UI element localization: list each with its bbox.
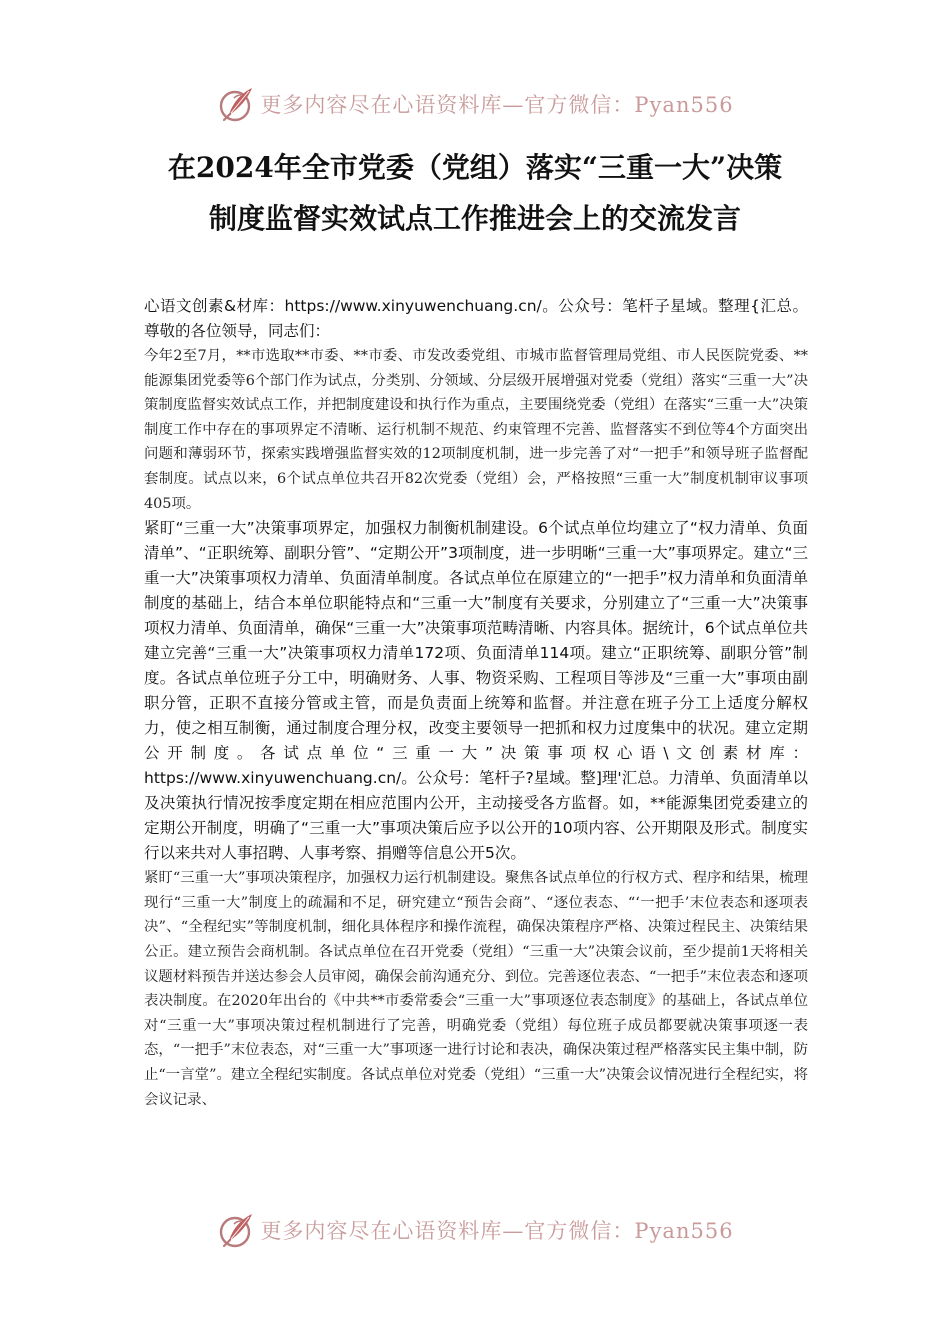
title-line-1: 在2024年全市党委（党组）落实“三重一大”决策: [167, 151, 783, 184]
section-2-paragraph: 紧盯“三重一大”事项决策程序，加强权力运行机制建设。聚焦各试点单位的行权方式、程序和结果，梳理现行“三重一大”制度上的疏漏和不足，研究建立“预告会商”、“逐位表态、“‘一把手’末位表态和逐项表决”、“全程纪实”等制度机制，细化具体程序和操作流程，确保决策程序严格、决策过程民主、决策结果公正。建立预告会商机制。各试点单位在召开党委（党组）“三重一大”决策会议前，至少提前1天将相关议题材料预告并送达参会人员审阅，确保会前沟通充分、到位。完善逐位表态、“一把手”末位表态和逐项表决制度。在2020年出台的《中共**市委常委会“三重一大”事项逐位表态制度》的基础上，各试点单位对“三重一大”事项决策过程机制进行了完善，明确党委（党组）每位班子成员都要就决策事项逐一表态，“一把手”末位表态，对“三重一大”事项逐一进行讨论和表决，确保决策过程严格落实民主集中制，防止“一言堂”。建立全程纪实制度。各试点单位对党委（党组）“三重一大”决策会议情况进行全程纪实，将会议记录、: [144, 870, 808, 1108]
section-1-paragraph: 紧盯“三重一大”决策事项界定，加强权力制衡机制建设。6个试点单位均建立了“权力清单、负面清单”、“正职统筹、副职分管”、“定期公开”3项制度，进一步明晰“三重一大”事项界定。建立“三重一大”决策事项权力清单、负面清单制度。各试点单位在原建立的“一把手”权力清单和负面清单制度的基础上，结合本单位职能特点和“三重一大”制度有关要求，分别建立了“三重一大”决策事项权力清单、负面清单，确保“三重一大”决策事项范畴清晰、内容具体。据统计，6个试点单位共建立完善“三重一大”决策事项权力清单172项、负面清单114项。建立“正职统筹、副职分管”制度。各试点单位班子分工中，明确财务、人事、物资采购、工程项目等涉及“三重一大”事项由副职分管，正职不直接分管或主管，而是负责面上统筹和监督。并注意在班子分工上适度分解权力，使之相互制衡，通过制度合理分权，改变主要领导一把抓和权力过度集中的状况。建立定期公开制度。各试点单位“三重一大”决策事项权心语\文创素材库：https://www.xinyuwenchuang.cn/。公众号：笔杆子?星域。整]理'汇总。力清单、负面清单以及决策执行情况按季度定期在相应范围内公开，主动接受各方监督。如，**能源集团党委建立的定期公开制度，明确了“三重一大”事项决策后应予以公开的10项内容、公开期限及形式。制度实行以来共对人事招聘、人事考察、捐赠等信息公开5次。: [144, 519, 808, 863]
footer-watermark-banner: [0, 1208, 950, 1252]
document-title: [120, 142, 830, 244]
footer-banner-text: 更多内容尽在心语资料库—官方微信：Pyan556: [260, 1219, 734, 1243]
background-paragraph: 今年2至7月，**市选取**市委、**市委、市发改委党组、市城市监督管理局党组、市人民医院党委、**能源集团党委等6个部门作为试点，分类别、分领域、分层级开展增强对党委（党组）落实“三重一大”决策制度监督实效试点工作，并把制度建设和执行作为重点，主要围绕党委（党组）在落实“三重一大”决策制度工作中存在的事项界定不清晰、运行机制不规范、约束管理不完善、监督落实不到位等4个方面突出问题和薄弱环节，探索实践增强监督实效的12项制度机制，进一步完善了对“一把手”和领导班子监督配套制度。试点以来，6个试点单位共召开82次党委（党组）会，严格按照“三重一大”制度机制审议事项405项。: [144, 348, 808, 512]
header-watermark-banner: [0, 82, 950, 126]
title-line-2: 制度监督实效试点工作推进会上的交流发言: [208, 202, 741, 235]
quill-pen-logo-icon: [216, 1210, 256, 1250]
opening-paragraph: 心语文创素&材库：https://www.xinyuwenchuang.cn/。公众号：笔杆子星域。整理{汇总。尊敬的各位领导，同志们：: [144, 297, 808, 340]
document-body: [144, 294, 808, 1112]
header-banner-text: 更多内容尽在心语资料库—官方微信：Pyan556: [260, 93, 734, 117]
quill-pen-logo-icon: [216, 84, 256, 124]
